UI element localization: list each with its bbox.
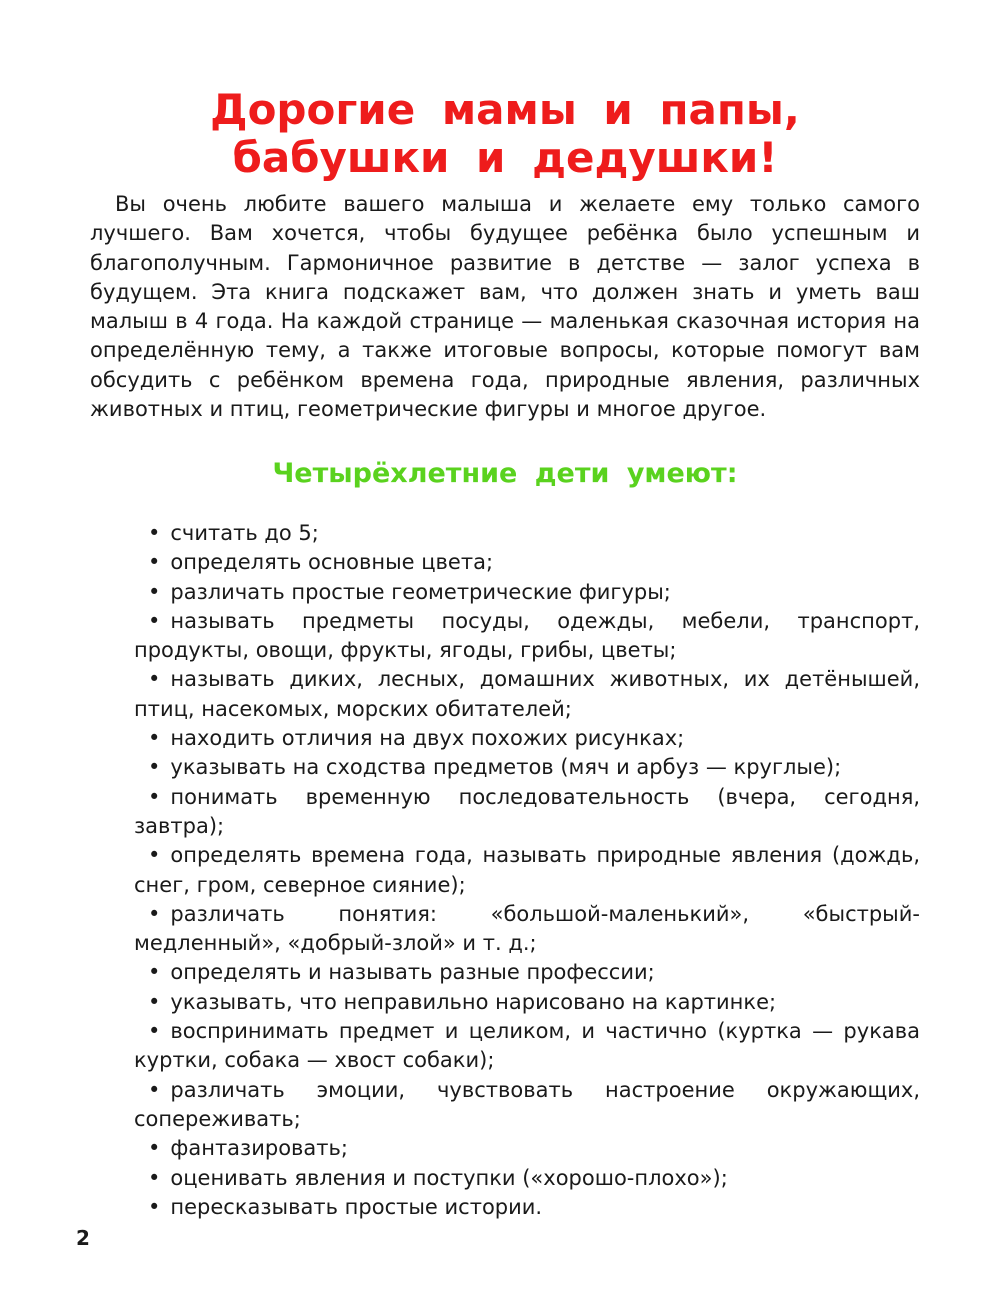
skill-item xyxy=(134,1193,920,1222)
skill-item xyxy=(134,958,920,987)
skill-text: различать понятия: «большой-маленький», «быстрый-медленный», «добрый-злой» и т. д.; xyxy=(134,901,920,956)
skill-item xyxy=(134,1076,920,1135)
skill-text: определять основные цвета; xyxy=(170,550,494,575)
bullet-icon: • xyxy=(148,726,161,751)
bullet-icon: • xyxy=(148,1194,161,1219)
bullet-icon: • xyxy=(148,843,161,868)
bullet-icon: • xyxy=(148,960,161,985)
skill-item xyxy=(134,724,920,753)
skill-text: называть диких, лесных, домашних животных, их детёнышей, птиц, насекомых, морских обитателей; xyxy=(134,667,920,721)
skill-item xyxy=(134,1017,920,1076)
title-line-1: Дорогие мамы и папы, xyxy=(210,85,800,134)
bullet-icon: • xyxy=(148,901,161,926)
skill-item xyxy=(134,665,920,724)
skill-text: понимать временную последовательность (вчера, сегодня, завтра); xyxy=(134,784,920,838)
bullet-icon: • xyxy=(148,550,161,575)
bullet-icon: • xyxy=(148,784,161,809)
skill-text: указывать на сходства предметов (мяч и арбуз — круглые); xyxy=(170,755,842,780)
skill-item xyxy=(134,988,920,1017)
page-title xyxy=(90,86,920,182)
skill-item xyxy=(134,1134,920,1163)
skill-item xyxy=(134,753,920,782)
skill-text: фантазировать; xyxy=(170,1136,348,1161)
skill-text: считать до 5; xyxy=(170,521,319,545)
skills-heading: Четырёхлетние дети умеют: xyxy=(272,458,738,489)
skill-text: называть предметы посуды, одежды, мебели, транспорт, продукты, овощи, фрукты, ягоды, грибы, цветы; xyxy=(134,608,920,663)
bullet-icon: • xyxy=(148,1136,161,1161)
skill-text: находить отличия на двух похожих рисунках; xyxy=(170,726,685,751)
skill-text: указывать, что неправильно нарисовано на картинке; xyxy=(170,989,777,1014)
skill-item xyxy=(134,519,920,548)
skill-item xyxy=(134,841,920,900)
bullet-icon: • xyxy=(148,755,161,780)
bullet-icon: • xyxy=(148,667,161,692)
skill-text: оценивать явления и поступки («хорошо-плохо»); xyxy=(170,1165,728,1190)
skill-text: пересказывать простые истории. xyxy=(170,1194,543,1219)
bullet-icon: • xyxy=(148,521,161,545)
skills-list xyxy=(134,519,920,1222)
bullet-icon: • xyxy=(148,989,161,1014)
skill-text: различать простые геометрические фигуры; xyxy=(170,579,671,604)
skill-text: воспринимать предмет и целиком, и частично (куртка — рукава куртки, собака — хвост собаки); xyxy=(134,1019,920,1073)
title-line-2: бабушки и дедушки! xyxy=(232,133,778,182)
bullet-icon: • xyxy=(148,608,161,633)
bullet-icon: • xyxy=(148,579,161,604)
page-number: 2 xyxy=(76,1226,90,1250)
skill-text: определять времена года, называть природные явления (дождь, снег, гром, северное сияние); xyxy=(134,843,920,897)
skill-text: определять и называть разные профессии; xyxy=(170,960,655,985)
bullet-icon: • xyxy=(148,1019,161,1044)
bullet-icon: • xyxy=(148,1077,161,1102)
skill-item xyxy=(134,783,920,842)
skill-item xyxy=(134,578,920,607)
skill-item xyxy=(134,607,920,666)
skill-item xyxy=(134,900,920,959)
skill-item xyxy=(134,1164,920,1193)
skill-item xyxy=(134,548,920,577)
bullet-icon: • xyxy=(148,1165,161,1190)
skill-text: различать эмоции, чувствовать настроение окружающих, сопереживать; xyxy=(134,1077,920,1131)
intro-paragraph: Вы очень любите вашего малыша и желаете ему только самого лучшего. Вам хочется, чтобы будущее ребёнка было успешным и благополучным. Гармоничное развитие в детстве — залог успеха в будущем. Эта книга подскажет вам, что должен знать и уметь ваш малыш в 4 года. На каждой странице — маленькая сказочная история на определённую тему, а также итоговые вопросы, которые помогут вам обсудить с ребёнком времена года, природные явления, различных животных и птиц, геометрические фигуры и многое другое. xyxy=(90,192,920,422)
